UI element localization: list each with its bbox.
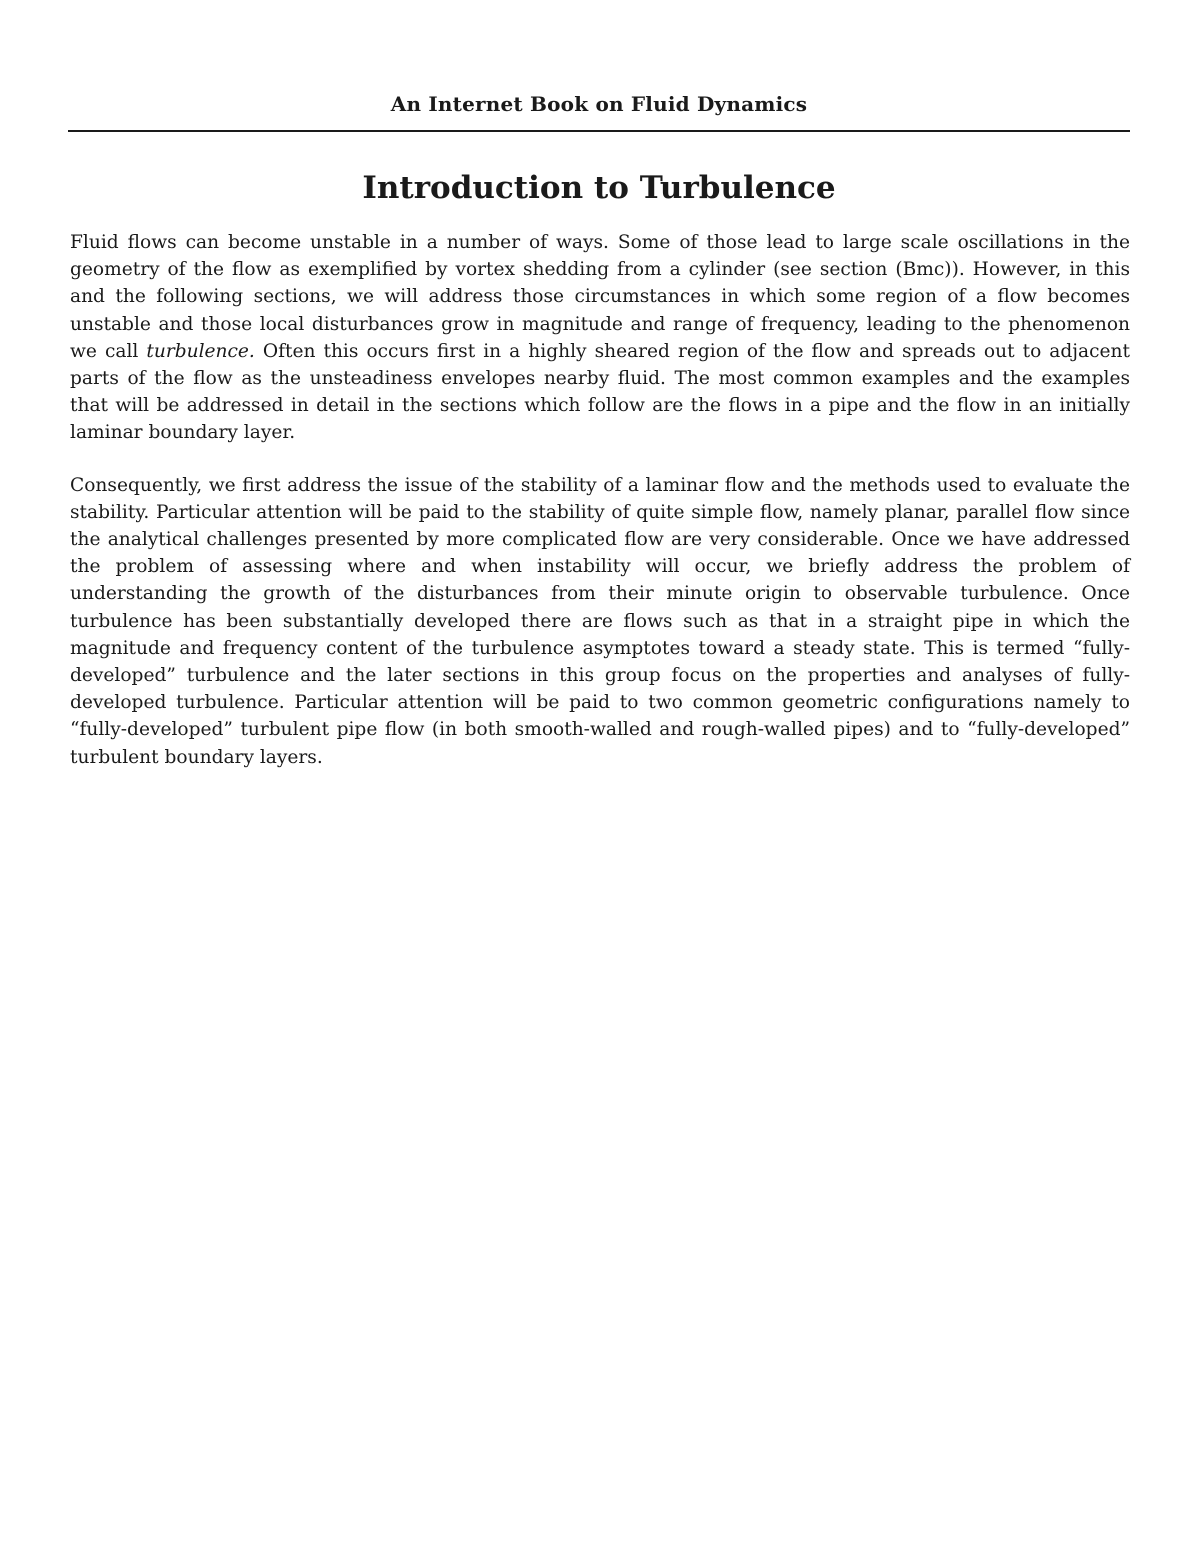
running-header: An Internet Book on Fluid Dynamics bbox=[390, 92, 808, 116]
body-text bbox=[70, 229, 1130, 796]
paragraph-1-text-a: Fluid flows can become unstable in a number of ways. Some of those lead to large scale oscillations in the geometry of the flow as exemplified by vortex shedding from a cylinder (see section (Bmc)). However, in this and the following sections, we will address those circumstances in which some region of a flow becomes unstable and those local disturbances grow in magnitude and range of frequency, leading to the phenomenon we call bbox=[70, 232, 1130, 362]
paragraph-1-emphasis: turbulence. bbox=[146, 340, 255, 362]
paragraph-1-text-b: Often this occurs first in a highly sheared region of the flow and spreads out to adjacent parts of the flow as the unsteadiness envelopes nearby fluid. The most common examples and the examples that will be addressed in detail in the sections which follow are the flows in a pipe and the flow in an initially laminar boundary layer. bbox=[70, 340, 1130, 444]
header-rule bbox=[68, 130, 1130, 132]
paragraph-1 bbox=[70, 229, 1130, 447]
page-title: Introduction to Turbulence bbox=[362, 170, 836, 206]
paragraph-2: Consequently, we first address the issue of the stability of a laminar flow and the methods used to evaluate the stability. Particular attention will be paid to the stability of quite simple flow, namely planar, parallel flow since the analytical challenges presented by more complicated flow are very considerable. Once we have addressed the problem of assessing where and when instability will occur, we briefly address the problem of understanding the growth of the disturbances from their minute origin to observable turbulence. Once turbulence has been substantially developed there are flows such as that in a straight pipe in which the magnitude and frequency content of the turbulence asymptotes toward a steady state. This is termed “fully-developed” turbulence and the later sections in this group focus on the properties and analyses of fully-developed turbulence. Particular attention will be paid to two common geometric configurations namely to “fully-developed” turbulent pipe flow (in both smooth-walled and rough-walled pipes) and to “fully-developed” turbulent boundary layers. bbox=[70, 474, 1130, 768]
